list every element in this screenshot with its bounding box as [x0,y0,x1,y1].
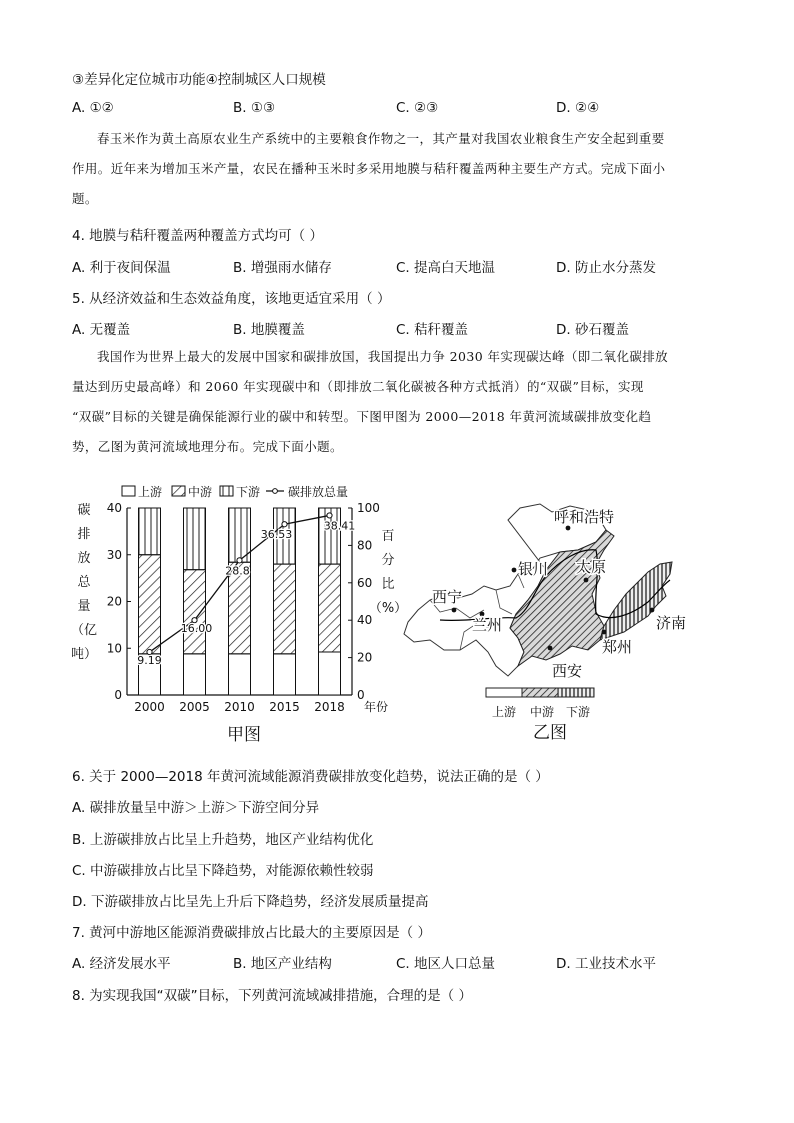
x-tick-label: 2005 [179,700,210,714]
q5-option-a[interactable]: A. 无覆盖 [72,322,131,338]
bar-上游-2005 [184,654,206,695]
right-tick-label: 80 [357,538,373,553]
q4-option-b[interactable]: B. 增强雨水储存 [233,260,332,276]
city-dot-xining [452,608,457,613]
city-dot-xian [548,646,553,651]
map-legend-downstream-swatch [558,688,594,697]
map-legend-upstream-swatch [486,688,522,697]
q3-option-d[interactable]: D. ②④ [556,100,600,116]
city-dot-hohhot [566,526,571,531]
right-tick-label: 100 [357,501,380,515]
city-label-yinchuan: 银川 [518,560,549,578]
legend-label: 碳排放总量 [288,485,349,499]
x-axis-label: 年份 [364,700,389,714]
left-axis-label: 吨） [70,647,98,662]
bar-中游-2015 [274,564,296,654]
city-label-zhengzhou: 郑州 [602,638,633,656]
left-tick-label: 10 [106,641,122,656]
passage-carbon-line: 量达到历史最高峰）和 2060 年实现碳中和（即排放二氧化碳被各种方式抵消）的“双碳”目标，实现 [72,379,644,394]
city-label-lanzhou: 兰州 [472,616,503,634]
legend-swatch [220,486,233,496]
city-dot-zhengzhou [602,630,607,635]
total-emission-point [237,558,242,563]
q7-option-b[interactable]: B. 地区产业结构 [233,956,332,972]
q7-stem: 7. 黄河中游地区能源消费碳排放占比最大的主要原因是（ ） [72,925,431,941]
q5-option-c[interactable]: C. 秸秆覆盖 [396,322,469,338]
legend-swatch [122,486,135,496]
passage-carbon-line: 我国作为世界上最大的发展中国家和碳排放国，我国提出力争 2030 年实现碳达峰（即二氧化碳排放 [97,349,669,364]
left-tick-label: 20 [106,594,122,609]
map-title: 乙图 [533,723,567,743]
right-tick-label: 20 [357,650,373,665]
chart-legend [122,484,348,499]
bar-上游-2010 [229,654,251,695]
q5-option-b[interactable]: B. 地膜覆盖 [233,322,305,338]
city-dot-taiyuan [584,578,589,583]
legend-label: 下游 [236,485,261,499]
q3-option-b[interactable]: B. ①③ [233,100,276,116]
q7-option-d[interactable]: D. 工业技术水平 [556,956,656,972]
left-tick-label: 40 [106,501,122,515]
left-axis-label: 碳 [77,503,91,518]
left-axis-label: 总 [77,575,91,590]
bar-下游-2000 [139,508,161,555]
x-tick-label: 2015 [269,700,300,714]
chart-title: 甲图 [227,725,261,745]
right-axis-label: 百 [381,529,395,544]
left-tick-label: 0 [114,688,122,702]
left-tick-label: 30 [106,547,122,562]
passage-corn-line: 作用。近年来为增加玉米产量，农民在播种玉米时多采用地膜与秸秆覆盖两种主要生产方式。完成下面小 [72,161,666,176]
passage-carbon-line: 势，乙图为黄河流域地理分布。完成下面小题。 [72,439,343,454]
legend-line-marker [273,489,278,494]
right-axis-label: 分 [381,553,395,568]
bar-上游-2018 [319,652,341,695]
city-label-jinan: 济南 [656,614,687,632]
city-label-hohhot: 呼和浩特 [554,508,615,526]
total-emission-label: 9.19 [137,654,162,668]
q8-stem: 8. 为实现我国“双碳”目标，下列黄河流域减排措施，合理的是（ ） [72,988,472,1004]
q3-option-c[interactable]: C. ②③ [396,100,439,116]
total-emission-label: 38.41 [323,519,356,533]
bar-上游-2015 [274,654,296,695]
passage-carbon [72,342,722,462]
city-dot-jinan [650,608,655,613]
left-axis-label: （亿 [70,623,98,638]
total-emission-label: 28.8 [225,564,250,578]
total-emission-label: 16.00 [180,622,213,636]
bar-中游-2005 [184,570,206,654]
q6-stem: 6. 关于 2000—2018 年黄河流域能源消费碳排放变化趋势，说法正确的是（ ） [72,769,549,785]
right-axis-label: （%） [368,601,408,616]
map-legend-midstream: 中游 [529,705,555,719]
passage-corn [72,124,722,214]
q4-option-a[interactable]: A. 利于夜间保温 [72,260,171,276]
q7-option-c[interactable]: C. 地区人口总量 [396,956,496,972]
total-emission-label: 36.53 [260,528,293,542]
passage-carbon-line: “双碳”目标的关键是确保能源行业的碳中和转型。下图甲图为 2000—2018 年黄河流域碳排放变化趋 [72,409,652,424]
bar-中游-2018 [319,564,341,652]
q6-option-c[interactable]: C. 中游碳排放占比呈下降趋势，对能源依赖性较弱 [72,863,374,879]
passage-corn-line: 题。 [72,191,98,206]
q6-option-d[interactable]: D. 下游碳排放占比呈先上升后下降趋势，经济发展质量提高 [72,894,429,910]
right-tick-label: 60 [357,575,373,590]
city-label-xining: 西宁 [432,588,463,606]
x-tick-label: 2010 [224,700,255,714]
map-legend-midstream-swatch [522,688,558,697]
bar-中游-2000 [139,555,161,654]
q4-option-c[interactable]: C. 提高白天地温 [396,260,496,276]
yellow-river-map [400,490,700,750]
map-legend-upstream: 上游 [491,705,517,719]
q4-option-d[interactable]: D. 防止水分蒸发 [556,260,656,276]
city-label-taiyuan: 太原 [576,558,607,576]
right-tick-label: 0 [357,688,365,702]
q4-stem: 4. 地膜与秸秆覆盖两种覆盖方式均可（ ） [72,228,323,244]
city-label-xian: 西安 [552,662,583,680]
passage-corn-line: 春玉米作为黄土高原农业生产系统中的主要粮食作物之一，其产量对我国农业粮食生产安全起到重要 [97,131,665,146]
legend-label: 上游 [138,485,163,499]
q5-option-d[interactable]: D. 砂石覆盖 [556,322,629,338]
q7-option-a[interactable]: A. 经济发展水平 [72,956,171,972]
carbon-emission-chart [70,478,410,748]
city-dot-yinchuan [512,568,517,573]
total-emission-point [327,513,332,518]
total-emission-point [282,522,287,527]
left-axis-label: 排 [77,527,91,542]
q5-stem: 5. 从经济效益和生态效益角度，该地更适宜采用（ ） [72,291,391,307]
x-tick-label: 2000 [134,700,165,714]
bar-下游-2005 [184,508,206,570]
map-legend-downstream: 下游 [565,705,591,719]
left-axis-label: 量 [77,599,91,614]
q3-tail: ③差异化定位城市功能④控制城区人口规模 [72,72,326,88]
left-axis-label: 放 [77,551,91,566]
q3-option-a[interactable]: A. ①② [72,100,114,116]
q6-option-b[interactable]: B. 上游碳排放占比呈上升趋势，地区产业结构优化 [72,832,374,848]
right-axis-label: 比 [381,577,395,592]
legend-swatch [172,486,185,496]
q6-option-a[interactable]: A. 碳排放量呈中游＞上游＞下游空间分异 [72,800,320,816]
legend-label: 中游 [188,485,213,499]
x-tick-label: 2018 [314,700,345,714]
right-tick-label: 40 [357,613,373,628]
